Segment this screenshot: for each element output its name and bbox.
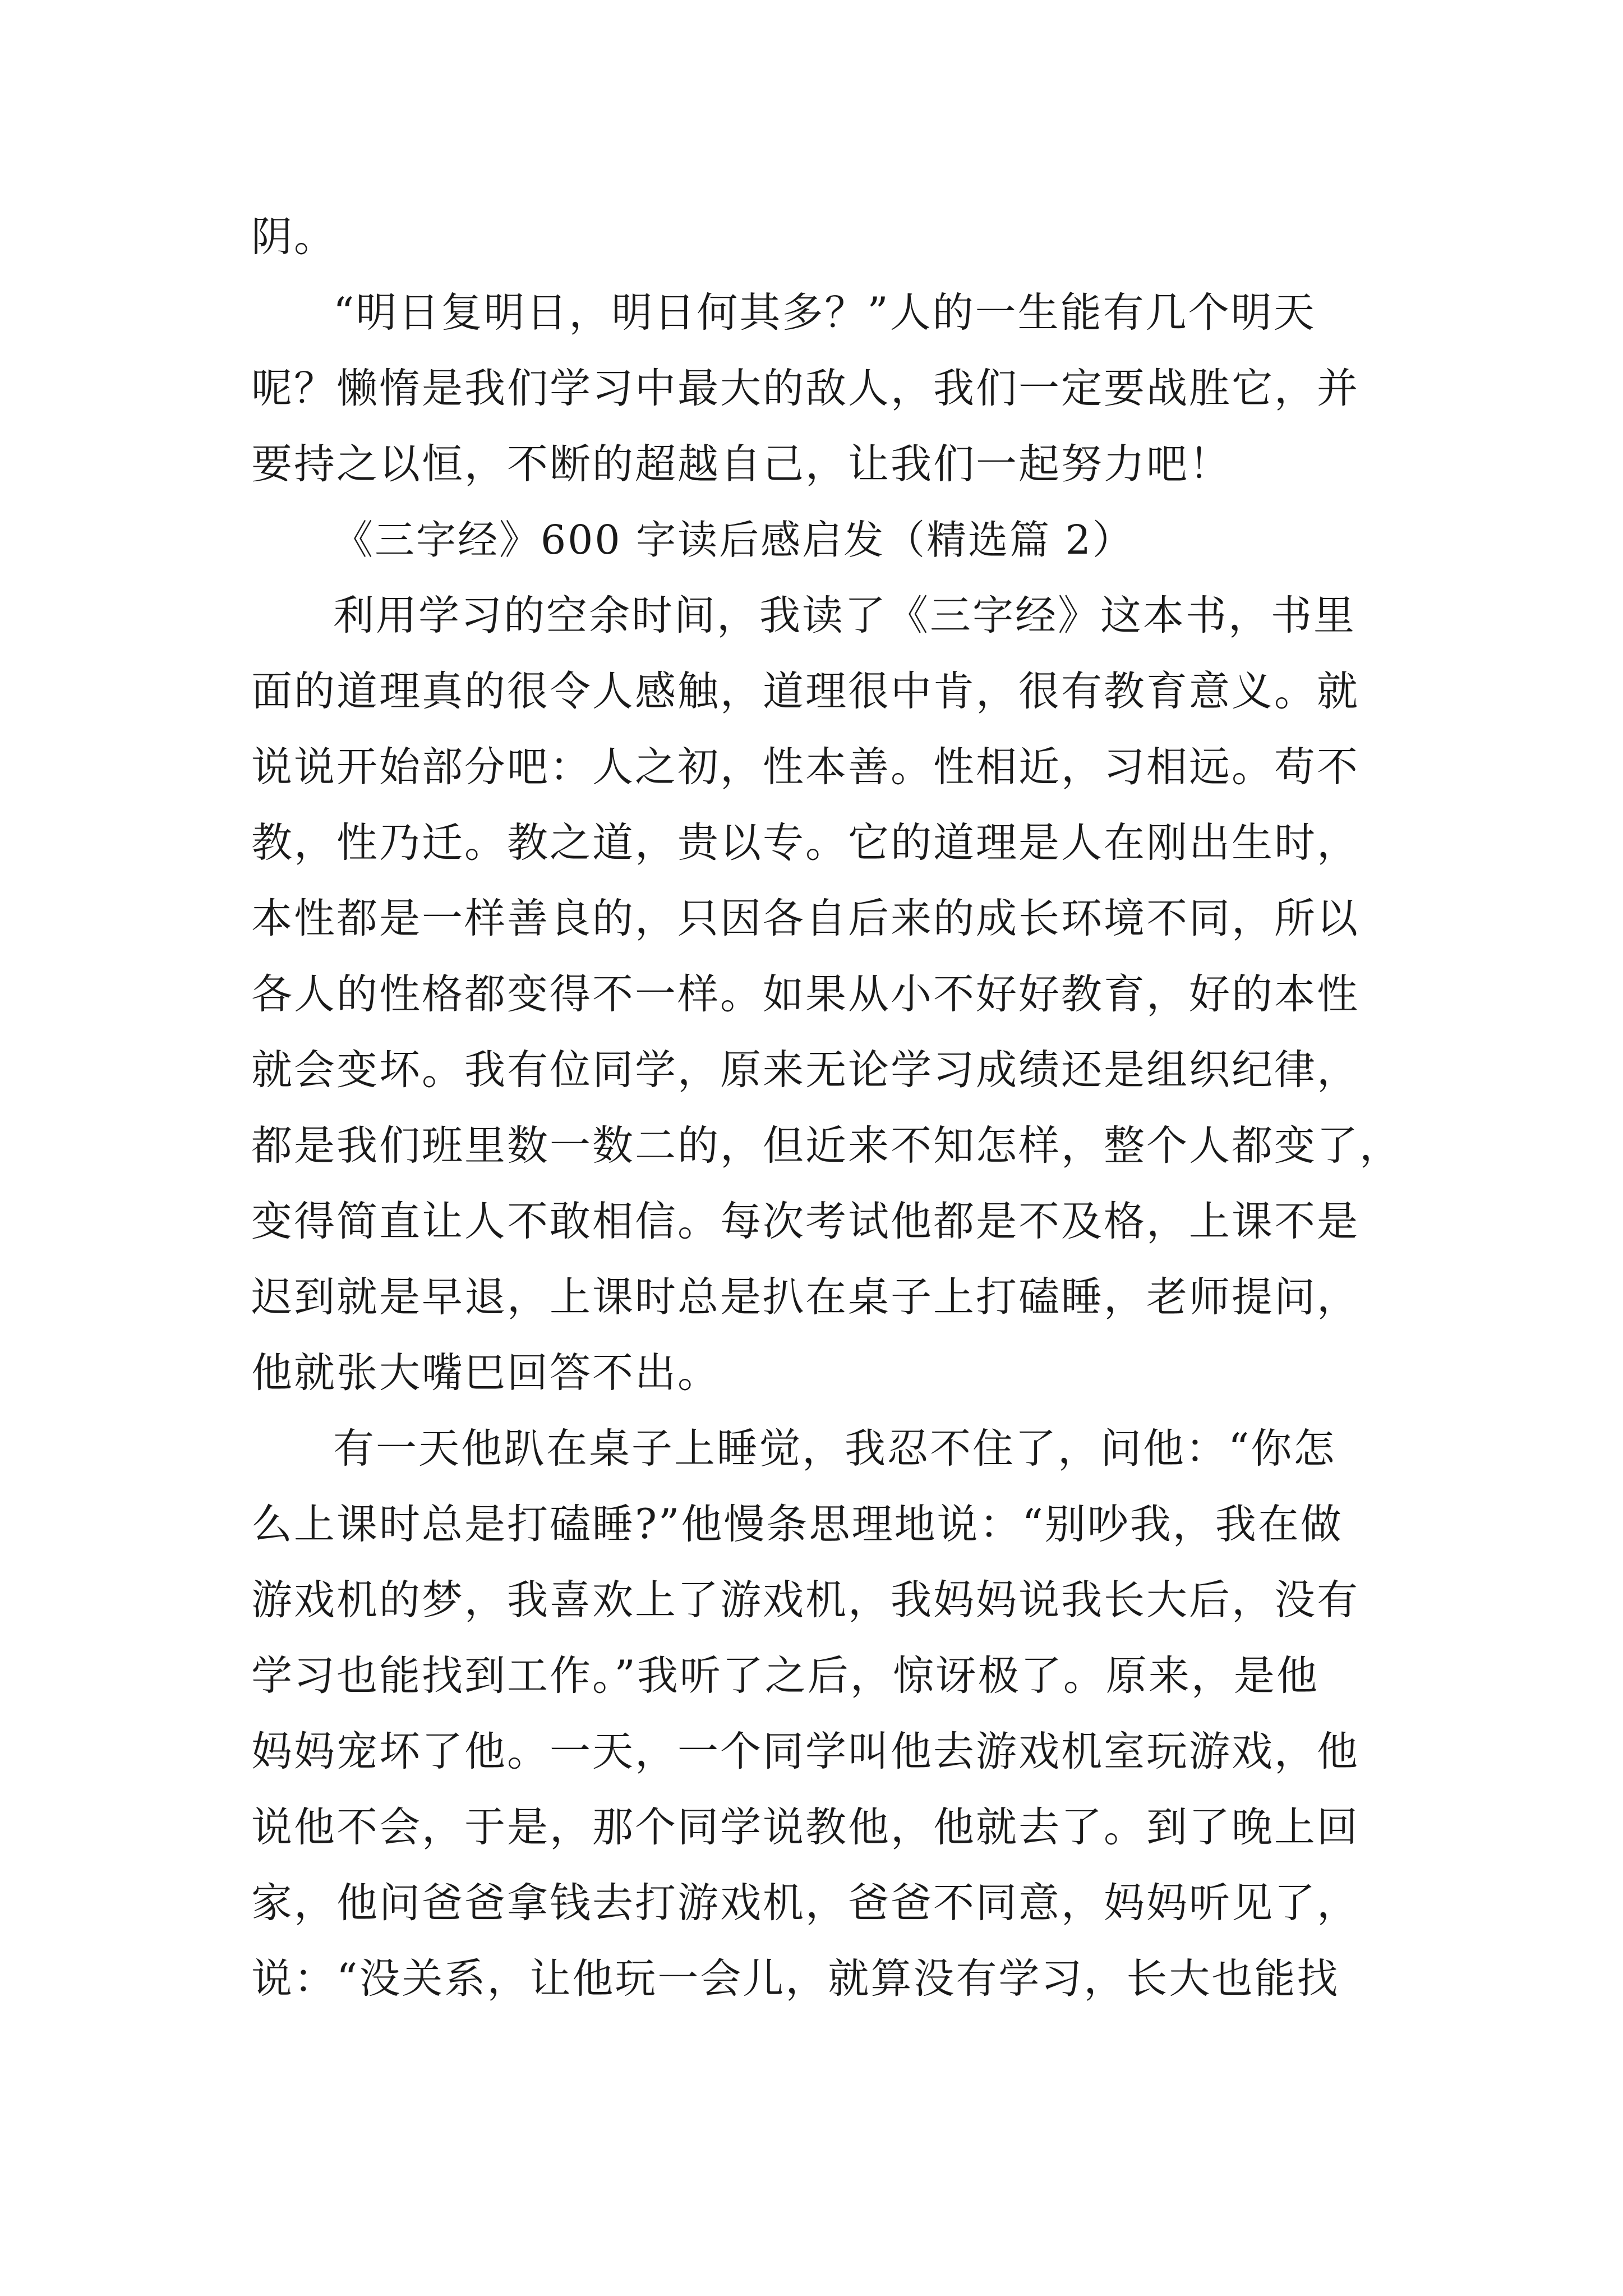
text-line: 他就张大嘴巴回答不出。 <box>251 1349 720 1397</box>
text-line: “明日复明日，明日何其多？”人的一生能有几个明天 <box>333 289 1316 337</box>
body-text <box>251 199 1402 2017</box>
text-line: 阴。 <box>251 213 336 261</box>
text-line: 要持之以恒，不断的超越自己，让我们一起努力吧！ <box>251 440 1232 488</box>
text-line: 么上课时总是打磕睡?”他慢条思理地说：“别吵我，我在做 <box>251 1501 1343 1548</box>
text-line: 家，他问爸爸拿钱去打游戏机，爸爸不同意，妈妈听见了， <box>251 1879 1359 1927</box>
text-line: 教，性乃迁。教之道，贵以专。它的道理是人在刚出生时， <box>251 819 1359 867</box>
text-line: 有一天他趴在桌子上睡觉，我忍不住了，问他：“你怎 <box>333 1425 1336 1473</box>
text-line: 说他不会，于是，那个同学说教他，他就去了。到了晚上回 <box>251 1803 1359 1851</box>
text-line: 说说开始部分吧：人之初，性本善。性相近，习相远。苟不 <box>251 743 1359 791</box>
text-line: 呢？懒惰是我们学习中最大的敌人，我们一定要战胜它，并 <box>251 365 1359 412</box>
text-line: 说：“没关系，让他玩一会儿，就算没有学习，长大也能找 <box>251 1955 1340 2003</box>
text-line: 就会变坏。我有位同学，原来无论学习成绩还是组织纪律， <box>251 1046 1359 1094</box>
text-line: 学习也能找到工作。”我听了之后，惊讶极了。原来，是他 <box>251 1652 1319 1700</box>
text-line: 妈妈宠坏了他。一天，一个同学叫他去游戏机室玩游戏，他 <box>251 1728 1359 1775</box>
text-line: 都是我们班里数一数二的，但近来不知怎样，整个人都变了， <box>251 1122 1402 1170</box>
section-heading: 《三字经》600 字读后感启发（精选篇 2） <box>333 517 1134 563</box>
text-line: 面的道理真的很令人感触，道理很中肯，很有教育意义。就 <box>251 668 1359 715</box>
text-line: 变得简直让人不敢相信。每次考试他都是不及格，上课不是 <box>251 1198 1359 1245</box>
text-line: 各人的性格都变得不一样。如果从小不好好教育，好的本性 <box>251 970 1359 1018</box>
text-line: 游戏机的梦，我喜欢上了游戏机，我妈妈说我长大后，没有 <box>251 1576 1359 1624</box>
text-line: 本性都是一样善良的，只因各自后来的成长环境不同，所以 <box>251 895 1359 942</box>
text-line: 利用学习的空余时间，我读了《三字经》这本书，书里 <box>333 592 1356 639</box>
text-line: 迟到就是早退，上课时总是扒在桌子上打磕睡，老师提问， <box>251 1273 1359 1321</box>
